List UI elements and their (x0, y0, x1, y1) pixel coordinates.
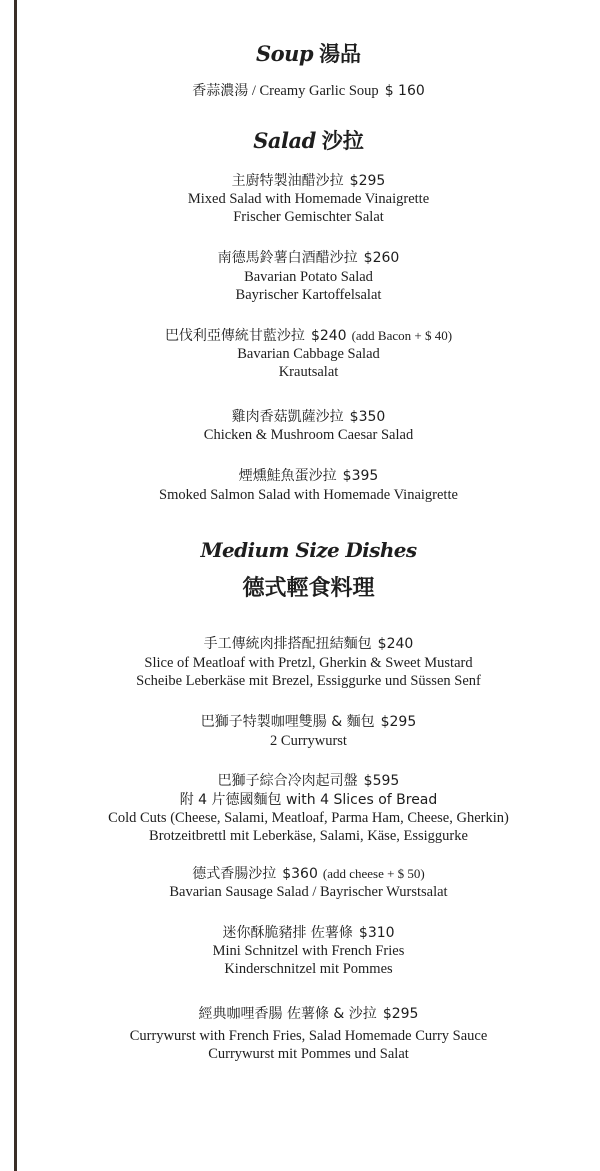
dish-item-price: $295 (382, 1006, 419, 1022)
salad-title-en: Salad (253, 128, 316, 153)
dish-item-zh-line (17, 1005, 600, 1023)
dish-item-en: Currywurst with French Fries, Salad Homemade Curry Sauce (129, 1028, 488, 1044)
salad-item-price: $395 (342, 468, 379, 484)
salad-item-zh: 南德馬鈴薯白酒醋沙拉 (217, 250, 358, 266)
salad-item-de: Bayrischer Kartoffelsalat (235, 287, 382, 303)
medium-section-title-zh (17, 571, 600, 602)
salad-item-en: Mixed Salad with Homemade Vinaigrette (187, 191, 430, 207)
salad-item-zh-line (17, 249, 600, 267)
dish-item-bread-note: 附 4 片德國麵包 with 4 Slices of Bread (179, 792, 438, 808)
medium-title-zh: 德式輕食料理 (242, 576, 375, 601)
dish-item-price: $310 (358, 925, 395, 941)
soup-item-en: Creamy Garlic Soup (259, 83, 379, 99)
dish-item-de: Scheibe Leberkäse mit Brezel, Essiggurke und Süssen Senf (136, 673, 481, 689)
dish-item-zh: 迷你酥脆豬排 佐薯條 (222, 925, 353, 941)
dish-item-price: $295 (380, 714, 417, 730)
dish-item-zh: 巴獅子特製咖哩雙腸 & 麵包 (200, 714, 375, 730)
soup-item-price: $ 160 (384, 83, 425, 99)
medium-section-title-en (17, 538, 600, 562)
salad-section-title (17, 125, 600, 155)
dish-item-line2 (17, 791, 600, 809)
dish-item-zh-line (17, 713, 600, 731)
dish-item-note: (add cheese + $ 50) (322, 866, 425, 881)
salad-item-price: $350 (349, 409, 386, 425)
salad-item-de: Frischer Gemischter Salat (233, 209, 384, 225)
dish-item-price: $360 (282, 866, 318, 882)
salad-item-zh-line (17, 467, 600, 485)
soup-item-zh: 香蒜濃湯 (192, 83, 249, 99)
soup-section-title (17, 38, 600, 68)
salad-title-zh: 沙拉 (321, 129, 364, 153)
salad-item-en: Smoked Salmon Salad with Homemade Vinaigrette (159, 487, 458, 503)
dish-item-zh-line (17, 865, 600, 883)
salad-item-zh-line (17, 172, 600, 190)
salad-item-zh: 煙燻鮭魚蛋沙拉 (238, 468, 337, 484)
salad-item-note: (add Bacon + $ 40) (351, 328, 453, 343)
dish-item-zh: 德式香腸沙拉 (192, 866, 277, 882)
salad-item-price: $295 (349, 173, 386, 189)
salad-item-zh-line (17, 408, 600, 426)
soup-item (17, 82, 600, 100)
dish-item-zh-line (17, 924, 600, 942)
salad-item-price: $240 (310, 328, 347, 344)
dish-item-en: 2 Currywurst (270, 733, 347, 749)
salad-item-de: Krautsalat (278, 364, 339, 380)
salad-item-price: $260 (363, 250, 400, 266)
soup-title-en: Soup (255, 41, 314, 66)
dish-item-zh-line (17, 772, 600, 790)
salad-item-zh: 雞肉香菇凱薩沙拉 (231, 409, 344, 425)
soup-title-zh: 湯品 (319, 42, 362, 66)
salad-item-en: Chicken & Mushroom Caesar Salad (203, 427, 414, 443)
soup-item-sep: / (248, 83, 260, 99)
salad-item-en: Bavarian Potato Salad (244, 269, 373, 285)
dish-item-de: Kinderschnitzel mit Pommes (224, 961, 393, 977)
dish-item-zh: 巴獅子綜合冷肉起司盤 (217, 773, 358, 789)
salad-item-zh: 巴伐利亞傳統甘藍沙拉 (164, 328, 305, 344)
dish-item-price: $240 (377, 636, 414, 652)
dish-item-zh-line (17, 635, 600, 653)
dish-item-price: $595 (363, 773, 400, 789)
dish-item-en: Mini Schnitzel with French Fries (212, 943, 405, 959)
dish-item-de: Brotzeitbrettl mit Leberkäse, Salami, Käse, Essiggurke (149, 828, 468, 844)
dish-item-zh: 手工傳統肉排搭配扭結麵包 (203, 636, 372, 652)
dish-item-en: Bavarian Sausage Salad / Bayrischer Wurstsalat (169, 884, 448, 900)
dish-item-de: Currywurst mit Pommes und Salat (208, 1046, 409, 1062)
dish-item-en: Slice of Meatloaf with Pretzl, Gherkin & Sweet Mustard (144, 655, 473, 671)
dish-item-en: Cold Cuts (Cheese, Salami, Meatloaf, Parma Ham, Cheese, Gherkin) (108, 810, 509, 826)
medium-title-en: Medium Size Dishes (200, 538, 417, 562)
salad-item-en: Bavarian Cabbage Salad (237, 346, 380, 362)
dish-item-zh: 經典咖哩香腸 佐薯條 & 沙拉 (198, 1006, 377, 1022)
salad-item-zh: 主廚特製油醋沙拉 (231, 173, 344, 189)
salad-item-zh-line (17, 327, 600, 345)
